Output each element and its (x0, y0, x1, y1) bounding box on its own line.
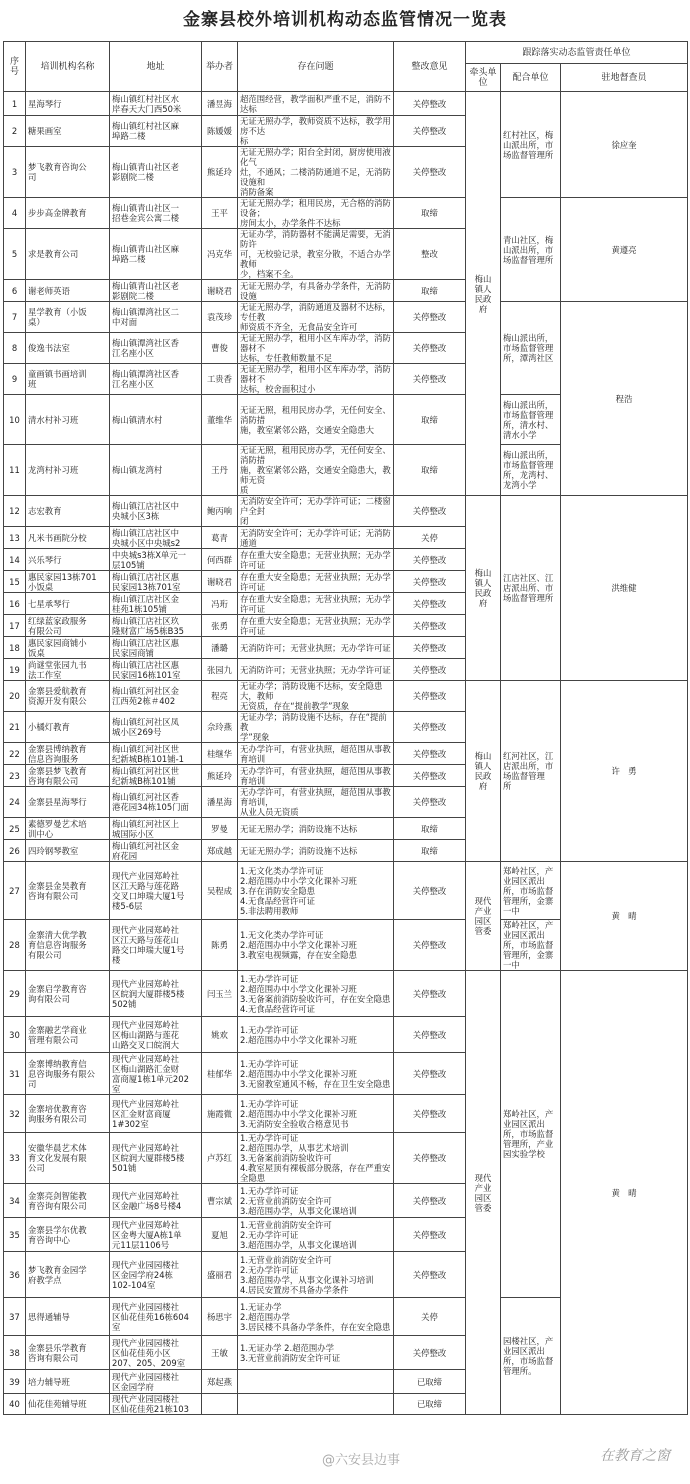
rectification-opinion: 关停整改 (394, 593, 466, 615)
lead-unit: 梅山 镇人 民政 府 (466, 92, 501, 496)
issue-description: 1.无办学许可证 2.超范围办中小学文化课补习班 3.无备案前消防验收许可，存在安全隐患 4.无食品经营许可证 (238, 971, 394, 1017)
table-row (4, 681, 688, 712)
rectification-opinion: 关停整改 (394, 1336, 466, 1370)
rectification-opinion: 取缔 (394, 280, 466, 302)
rectification-opinion: 关停 (394, 1298, 466, 1336)
holder-name: 郑起燕 (202, 1370, 238, 1394)
rectification-opinion: 关停 (394, 527, 466, 549)
row-number: 31 (4, 1053, 26, 1095)
institution-address: 现代产业园郑岭社 区汇金财富商厦 1#302室 (110, 1095, 202, 1133)
rectification-opinion: 取缔 (394, 445, 466, 496)
rectification-opinion: 关停整改 (394, 92, 466, 116)
institution-name: 仙花佳苑辅导班 (26, 1394, 110, 1415)
stationed-inspector: 程浩 (561, 302, 688, 496)
issue-description: 无证无照办学，租用小区车库办学，消防器材不 达标，校舍面积过小 (238, 364, 394, 395)
institution-name: 梦飞教育咨询公 司 (26, 147, 110, 198)
rectification-opinion: 关停整改 (394, 1252, 466, 1298)
institution-name: 七星承琴行 (26, 593, 110, 615)
holder-name: 潘昱海 (202, 92, 238, 116)
header-coop-unit: 配合单位 (501, 64, 561, 92)
institution-name: 凡米书画院分校 (26, 527, 110, 549)
rectification-opinion: 关停整改 (394, 712, 466, 743)
issue-description: 无证无照办学，消防通道及器材不达标，专任教 师资质不齐全，无食品安全许可 (238, 302, 394, 333)
lead-unit: 现代 产业 园区 管委 (466, 971, 501, 1415)
institution-name: 谢老师英语 (26, 280, 110, 302)
holder-name: 佘玲燕 (202, 712, 238, 743)
issue-description: 1.无营业前消防安全许可 2.无办学许可证 3.超范围办学，从事文化课培训 (238, 1218, 394, 1252)
row-number: 38 (4, 1336, 26, 1370)
holder-name: 夏旭 (202, 1218, 238, 1252)
coop-unit: 梅山派出所， 市场监督管理 所，龙湾村、 龙湾小学 (501, 445, 561, 496)
rectification-opinion: 关停整改 (394, 147, 466, 198)
institution-name: 求是教育公司 (26, 229, 110, 280)
rectification-opinion: 已取缔 (394, 1394, 466, 1415)
institution-address: 现代产业园郑岭社 区皖润大厦群楼5楼 501铺 (110, 1133, 202, 1184)
rectification-opinion: 关停整改 (394, 571, 466, 593)
row-number: 36 (4, 1252, 26, 1298)
institution-name: 小橘灯教育 (26, 712, 110, 743)
issue-description: 超范围经营，教学面积严重不足，消防不达标 (238, 92, 394, 116)
holder-name: 熊延玲 (202, 147, 238, 198)
issue-description (238, 1370, 394, 1394)
institution-name: 金寨培优教育咨 询服务有限公司 (26, 1095, 110, 1133)
holder-name: 冯克华 (202, 229, 238, 280)
row-number: 23 (4, 765, 26, 787)
holder-name: 姚欢 (202, 1017, 238, 1053)
institution-address: 梅山镇潭湾社区香 江名座小区 (110, 333, 202, 364)
institution-address: 梅山镇红河社区凤 城小区269号 (110, 712, 202, 743)
coop-unit: 梅山派出所， 市场监督管理 所，潭湾社区 (501, 302, 561, 395)
coop-unit: 青山社区，梅 山派出所，市 场监督管理所 (501, 198, 561, 302)
issue-description: 1.无营业前消防安全许可 2.无办学许可证 3.超范围办学，从事文化课补习培训 4.居民安置房不具备办学条件 (238, 1252, 394, 1298)
holder-name: 潘星海 (202, 787, 238, 818)
issue-description: 1.无办学许可证 2.超范围办学，从事艺术培训 3.无备案前消防验收许可 4.教室屋顶有裸板部分脱落，存在严重安全隐患 (238, 1133, 394, 1184)
institution-name: 星海琴行 (26, 92, 110, 116)
header-lead-unit: 牵头单位 (466, 64, 501, 92)
holder-name: 鲍丙响 (202, 496, 238, 527)
rectification-opinion: 取缔 (394, 818, 466, 840)
holder-name: 桂郁华 (202, 1053, 238, 1095)
row-number: 25 (4, 818, 26, 840)
row-number: 14 (4, 549, 26, 571)
header-responsible-units: 跟踪落实动态监管责任单位 (466, 42, 688, 64)
rectification-opinion: 取缔 (394, 198, 466, 229)
institution-address: 现代产业园郑岭社 区皖润大厦群楼5楼 502铺 (110, 971, 202, 1017)
issue-description: 无办学许可，有营业执照，超范围从事教育培训 (238, 743, 394, 765)
coop-unit: 红河社区，江 店派出所，市 场监督管理 所 (501, 681, 561, 862)
row-number: 9 (4, 364, 26, 395)
issue-description: 1.无办学许可证 2.无营业前消防安全许可 3.超范围办学，从事文化课培训 (238, 1184, 394, 1218)
row-number: 8 (4, 333, 26, 364)
institution-address: 现代产业园园楼社 区仙花佳苑16栋604 室 (110, 1298, 202, 1336)
issue-description: 1.无办学许可证 2.超范围办中小学文化课补习班 (238, 1017, 394, 1053)
institution-address: 中央城s3栋X单元一 层105铺 (110, 549, 202, 571)
row-number: 39 (4, 1370, 26, 1394)
holder-name: 谢晓君 (202, 571, 238, 593)
rectification-opinion: 关停整改 (394, 549, 466, 571)
stationed-inspector: 许 勇 (561, 681, 688, 862)
institution-name: 金寨清大优学教 育信息咨询服务 有限公司 (26, 920, 110, 971)
institution-name: 安徽华晨艺术体 育文化发展有限 公司 (26, 1133, 110, 1184)
issue-description: 无证无照办学，租用小区车库办学，消防器材不 达标，专任教师数量不足 (238, 333, 394, 364)
institution-name: 素德罗曼艺术培 训中心 (26, 818, 110, 840)
row-number: 6 (4, 280, 26, 302)
issue-description: 无消防安全许可；无办学许可证；二楼窗户全封 闭 (238, 496, 394, 527)
institution-address: 梅山镇江店社区玖 隆财富广场5栋B35 (110, 615, 202, 637)
row-number: 26 (4, 840, 26, 862)
institution-address: 梅山镇红村社区水 岸春天大门西50米 (110, 92, 202, 116)
rectification-opinion: 关停整改 (394, 302, 466, 333)
row-number: 18 (4, 637, 26, 659)
rectification-opinion: 关停整改 (394, 1133, 466, 1184)
rectification-opinion: 关停整改 (394, 1053, 466, 1095)
issue-description: 无消防安全许可；无办学许可证；无消防通道 (238, 527, 394, 549)
holder-name: 潘璐 (202, 637, 238, 659)
holder-name: 工贵香 (202, 364, 238, 395)
rectification-opinion: 关停整改 (394, 787, 466, 818)
institution-address: 梅山镇红河社区金 江西苑2栋＃402 (110, 681, 202, 712)
watermark: @六安县边事 (322, 1453, 401, 1468)
coop-unit: 红村社区，梅 山派出所，市 场监督管理所 (501, 92, 561, 198)
row-number: 12 (4, 496, 26, 527)
institution-address: 梅山镇红河社区世 纪新城B栋101铺-1 (110, 743, 202, 765)
holder-name: 程亮 (202, 681, 238, 712)
institution-name: 金寨县梦飞教育 咨询有限公司 (26, 765, 110, 787)
row-number: 24 (4, 787, 26, 818)
issue-description: 无消防许可；无营业执照；无办学许可证 (238, 659, 394, 681)
institution-address: 现代产业园园楼社 区仙花佳苑21栋103 (110, 1394, 202, 1415)
institution-address: 梅山镇青山社区老 影剧院二楼 (110, 147, 202, 198)
row-number: 7 (4, 302, 26, 333)
table-row (4, 862, 688, 920)
institution-name: 糖果画室 (26, 116, 110, 147)
rectification-opinion: 已取缔 (394, 1370, 466, 1394)
rectification-opinion: 关停整改 (394, 862, 466, 920)
row-number: 13 (4, 527, 26, 549)
institution-name: 清水村补习班 (26, 395, 110, 445)
institution-name: 金寨博纳教育信 息咨询服务有限公 司 (26, 1053, 110, 1095)
row-number: 22 (4, 743, 26, 765)
institution-address: 现代产业园郑岭社 区金融广场8号楼4 (110, 1184, 202, 1218)
holder-name: 董维华 (202, 395, 238, 445)
institution-address: 梅山镇江店社区中 央城小区中央城s2 (110, 527, 202, 549)
issue-description: 无证无照，租用民房办学，无任何安全、消防措 施，教室紧邻公路，交通安全隐患大 (238, 395, 394, 445)
row-number: 15 (4, 571, 26, 593)
rectification-opinion: 关停整改 (394, 364, 466, 395)
header-name: 培训机构名称 (26, 42, 110, 92)
rectification-opinion: 关停整改 (394, 920, 466, 971)
issue-description: 无证办学；消防设施不达标，存在“提前教 学”现象 (238, 712, 394, 743)
institution-name: 惠民家园13栋701 小饭桌 (26, 571, 110, 593)
stationed-inspector: 黄遵亮 (561, 198, 688, 302)
holder-name: 杨思宇 (202, 1298, 238, 1336)
institution-address: 梅山镇江店社区金 桂苑1栋105铺 (110, 593, 202, 615)
coop-unit: 郑岭社区，产 业园区派出 所，市场监督 管理所，金寨 一中 (501, 920, 561, 971)
issue-description: 1.无办学许可证 2.超范围办中小学文化课补习班 3.无窗教室通风不畅，存在卫生安全隐患 (238, 1053, 394, 1095)
institution-address: 现代产业园园楼社 区金园学府 (110, 1370, 202, 1394)
holder-name: 王丹 (202, 445, 238, 496)
holder-name: 闫玉兰 (202, 971, 238, 1017)
rectification-opinion: 关停整改 (394, 1017, 466, 1053)
institution-address: 现代产业园郑岭社 区梅山湖路与莲花 山路交叉口皖润大 (110, 1017, 202, 1053)
institution-address: 现代产业园园楼社 区仙花佳苑小区 207、205、209室 (110, 1336, 202, 1370)
institution-name: 四玲钢琴教室 (26, 840, 110, 862)
holder-name: 张勇 (202, 615, 238, 637)
institution-name: 金寨县乐学教育 咨询有限公司 (26, 1336, 110, 1370)
row-number: 30 (4, 1017, 26, 1053)
coop-unit: 郑岭社区，产 业园区派出 所，市场监督 管理所，金寨 一中 (501, 862, 561, 920)
issue-description: 无证无照办学；阳台全封闭，厨房使用液化气 灶，不通风；二楼消防通道不足，无消防设施和 消防备案 (238, 147, 394, 198)
issue-description: 无证办学，消防器材不能满足需要，无消防许 可，无校验记录，教室分散，不适合办学教师 少，档案不全。 (238, 229, 394, 280)
issue-description: 存在重大安全隐患；无营业执照；无办学许可证 (238, 615, 394, 637)
row-number: 34 (4, 1184, 26, 1218)
rectification-opinion: 整改 (394, 229, 466, 280)
issue-description: 无办学许可，有营业执照，超范围从事教育培训 (238, 765, 394, 787)
holder-name: 葛青 (202, 527, 238, 549)
stationed-inspector: 黄 晴 (561, 971, 688, 1415)
row-number: 21 (4, 712, 26, 743)
lead-unit: 梅山 镇人 民政 府 (466, 681, 501, 862)
institution-name: 志宏教育 (26, 496, 110, 527)
institution-name: 尚谜堂张园九书 法工作室 (26, 659, 110, 681)
table-row (4, 971, 688, 1017)
issue-description: 1.无证办学 2.超范围办学 3.无营业前消防安全许可证 (238, 1336, 394, 1370)
header-no: 序号 (4, 42, 26, 92)
rectification-opinion: 关停整改 (394, 659, 466, 681)
institution-address: 梅山镇江店社区惠 民家园16栋101室 (110, 659, 202, 681)
issue-description (238, 1394, 394, 1415)
table-row (4, 496, 688, 527)
holder-name: 陈勇 (202, 920, 238, 971)
row-number: 16 (4, 593, 26, 615)
institution-address: 梅山镇红河社区香 港花园34栋105门面 (110, 787, 202, 818)
institution-address: 梅山镇红河社区金 府花园 (110, 840, 202, 862)
institution-address: 梅山镇青山社区一 招巷金宾公寓二楼 (110, 198, 202, 229)
issue-description: 1.无证办学 2.超范围办学 3.居民楼不具备办学条件，存在安全隐患 (238, 1298, 394, 1336)
rectification-opinion: 取缔 (394, 395, 466, 445)
institution-address: 梅山镇潭湾社区香 江名座小区 (110, 364, 202, 395)
row-number: 37 (4, 1298, 26, 1336)
holder-name: 谢晓君 (202, 280, 238, 302)
holder-name: 曹宗斌 (202, 1184, 238, 1218)
institution-name: 思得通辅导 (26, 1298, 110, 1336)
institution-address: 梅山镇潭湾社区二 中对面 (110, 302, 202, 333)
institution-address: 梅山镇青山社区老 影剧院二楼 (110, 280, 202, 302)
institution-name: 培力辅导班 (26, 1370, 110, 1394)
holder-name: 冯珩 (202, 593, 238, 615)
institution-name: 金寨县博纳教育 信息咨询服务 (26, 743, 110, 765)
coop-unit: 梅山派出所， 市场监督管理 所，清水村、 清水小学 (501, 395, 561, 445)
institution-name: 俊逸书法室 (26, 333, 110, 364)
row-number: 27 (4, 862, 26, 920)
rectification-opinion: 关停整改 (394, 116, 466, 147)
institution-name: 星学教育（小饭 桌） (26, 302, 110, 333)
issue-description: 存在重大安全隐患；无营业执照；无办学许可证 (238, 549, 394, 571)
institution-name: 梦飞教育金园学 府教学点 (26, 1252, 110, 1298)
coop-unit: 江店社区、江 店派出所、市 场监督管理所 (501, 496, 561, 681)
coop-unit: 郑岭社区，产 业园区派出 所，市场监督 管理所，产业 园实验学校 (501, 971, 561, 1298)
row-number: 2 (4, 116, 26, 147)
rectification-opinion: 关停整改 (394, 743, 466, 765)
holder-name: 吴程成 (202, 862, 238, 920)
holder-name: 王平 (202, 198, 238, 229)
holder-name: 盛丽君 (202, 1252, 238, 1298)
row-number: 1 (4, 92, 26, 116)
row-number: 28 (4, 920, 26, 971)
lead-unit: 现代 产业 园区 管委 (466, 862, 501, 971)
institution-name: 金寨启学教育咨 询有限公司 (26, 971, 110, 1017)
issue-description: 1.无办学许可证 2.超范围办中小学文化课补习班 3.无消防安全验收合格意见书 (238, 1095, 394, 1133)
stationed-inspector: 洪维健 (561, 496, 688, 681)
stationed-inspector: 徐应奎 (561, 92, 688, 198)
institution-name: 龙湾村补习班 (26, 445, 110, 496)
lead-unit: 梅山 镇人 民政 府 (466, 496, 501, 681)
institution-address: 梅山镇青山社区麻 埠路二楼 (110, 229, 202, 280)
institution-name: 惠民家园商铺小 饭桌 (26, 637, 110, 659)
institution-name: 步步高金牌教育 (26, 198, 110, 229)
institution-address: 梅山镇红村社区麻 埠路二楼 (110, 116, 202, 147)
row-number: 33 (4, 1133, 26, 1184)
issue-description: 无证办学；消防设施不达标，安全隐患大，教师 无资质，存在“提前教学”现象 (238, 681, 394, 712)
rectification-opinion: 关停整改 (394, 681, 466, 712)
issue-description: 无证无照办学，有具备办学条件，无消防设施 (238, 280, 394, 302)
issue-description: 1.无文化类办学许可证 2.超范围办中小学文化课补习班 3.教室电视频露，存在安全隐患 (238, 920, 394, 971)
institution-address: 现代产业园郑岭社 区江天路与莲花山 路交口坤瑞大厦1号 楼 (110, 920, 202, 971)
table-row (4, 198, 688, 229)
row-number: 29 (4, 971, 26, 1017)
institution-name: 红绿蓝家政服务 有限公司 (26, 615, 110, 637)
row-number: 10 (4, 395, 26, 445)
rectification-opinion: 关停整改 (394, 333, 466, 364)
institution-address: 现代产业园郑岭社 区江天路与莲花路 交叉口坤瑞大厦1号 楼5-6层 (110, 862, 202, 920)
row-number: 40 (4, 1394, 26, 1415)
holder-name (202, 1394, 238, 1415)
table-row (4, 302, 688, 333)
header-opinion: 整改意见 (394, 42, 466, 92)
header-holder: 举办者 (202, 42, 238, 92)
row-number: 19 (4, 659, 26, 681)
holder-name: 桂继华 (202, 743, 238, 765)
issue-description: 无办学许可，有营业执照，超范围从事教育培训， 从业人员无资质 (238, 787, 394, 818)
institution-address: 现代产业园郑岭社 区金粤大厦A栋1单 元11层1106号 (110, 1218, 202, 1252)
issue-description: 存在重大安全隐患；无营业执照；无办学许可证 (238, 593, 394, 615)
row-number: 32 (4, 1095, 26, 1133)
row-number: 3 (4, 147, 26, 198)
institution-name: 金寨县星海琴行 (26, 787, 110, 818)
issue-description: 无消防许可；无营业执照；无办学许可证 (238, 637, 394, 659)
page-title: 金寨县校外培训机构动态监管情况一览表 (183, 10, 507, 30)
table-row (4, 92, 688, 116)
row-number: 17 (4, 615, 26, 637)
rectification-opinion: 关停整改 (394, 615, 466, 637)
institution-name: 金寨县学尔优教 育咨询中心 (26, 1218, 110, 1252)
institution-address: 梅山镇龙湾村 (110, 445, 202, 496)
holder-name: 卢苏红 (202, 1133, 238, 1184)
institution-name: 金寨融艺学商业 管理有限公司 (26, 1017, 110, 1053)
holder-name: 何西群 (202, 549, 238, 571)
issue-description: 1.无文化类办学许可证 2.超范围办中小学文化课补习班 3.存在消防安全隐患 4.无食品经营许可证 5.非法聘用教师 (238, 862, 394, 920)
institution-address: 梅山镇清水村 (110, 395, 202, 445)
institution-name: 兴乐琴行 (26, 549, 110, 571)
issue-description: 无证无照办学；租用民房，无合格的消防设备； 房间太小，办学条件不达标 (238, 198, 394, 229)
rectification-opinion: 取缔 (394, 840, 466, 862)
holder-name: 熊延玲 (202, 765, 238, 787)
institution-name: 金寨县金昊教育 咨询有限公司 (26, 862, 110, 920)
header-address: 地址 (110, 42, 202, 92)
header-stationed-inspector: 驻地督查员 (561, 64, 688, 92)
institution-name: 金寨县爱航教育 资源开发有限公 (26, 681, 110, 712)
issue-description: 无证无照办学，教师资质不达标，教学用房不达 标 (238, 116, 394, 147)
institution-address: 梅山镇江店社区中 央城小区3栋 (110, 496, 202, 527)
institution-address: 梅山镇红河社区世 纪新城B栋101铺 (110, 765, 202, 787)
institution-address: 梅山镇江店社区惠 民家园商铺 (110, 637, 202, 659)
header-issue: 存在问题 (238, 42, 394, 92)
rectification-opinion: 关停整改 (394, 496, 466, 527)
institution-address: 现代产业园郑岭社 区梅山湖路汇金财 富商厦1栋1单元202 室 (110, 1053, 202, 1095)
institution-address: 梅山镇江店社区惠 民家园13栋701室 (110, 571, 202, 593)
institution-address: 现代产业园园楼社 区金园学府24栋 102-104室 (110, 1252, 202, 1298)
coop-unit: 园楼社区，产 业园区派出 所，市场监督 管理所。 (501, 1298, 561, 1415)
holder-name: 王敏 (202, 1336, 238, 1370)
holder-name: 曹俊 (202, 333, 238, 364)
institution-address: 梅山镇红河社区上 城国际小区 (110, 818, 202, 840)
issue-description: 存在重大安全隐患；无营业执照；无办学许可证 (238, 571, 394, 593)
rectification-opinion: 关停整改 (394, 1095, 466, 1133)
rectification-opinion: 关停整改 (394, 1184, 466, 1218)
row-number: 4 (4, 198, 26, 229)
row-number: 11 (4, 445, 26, 496)
institution-name: 金寨亮剑智能教 育咨询有限公司 (26, 1184, 110, 1218)
row-number: 35 (4, 1218, 26, 1252)
row-number: 20 (4, 681, 26, 712)
holder-name: 陈媛媛 (202, 116, 238, 147)
holder-name: 罗曼 (202, 818, 238, 840)
institution-name: 童画镇书画培训 班 (26, 364, 110, 395)
stationed-inspector: 黄 晴 (561, 862, 688, 971)
rectification-opinion: 关停整改 (394, 971, 466, 1017)
issue-description: 无证无照，租用民房办学，无任何安全、消防措 施，教室紧邻公路，交通安全隐患大，教师无资 质 (238, 445, 394, 496)
supervision-table (3, 41, 687, 1415)
holder-name: 施霞微 (202, 1095, 238, 1133)
rectification-opinion: 关停整改 (394, 765, 466, 787)
rectification-opinion: 关停整改 (394, 1218, 466, 1252)
holder-name: 郑成越 (202, 840, 238, 862)
holder-name: 袁茂珍 (202, 302, 238, 333)
issue-description: 无证无照办学；消防设施不达标 (238, 818, 394, 840)
watermark-logo: 在教育之窗 (600, 1448, 670, 1464)
row-number: 5 (4, 229, 26, 280)
issue-description: 无证无照办学；消防设施不达标 (238, 840, 394, 862)
rectification-opinion: 关停整改 (394, 637, 466, 659)
holder-name: 张园九 (202, 659, 238, 681)
